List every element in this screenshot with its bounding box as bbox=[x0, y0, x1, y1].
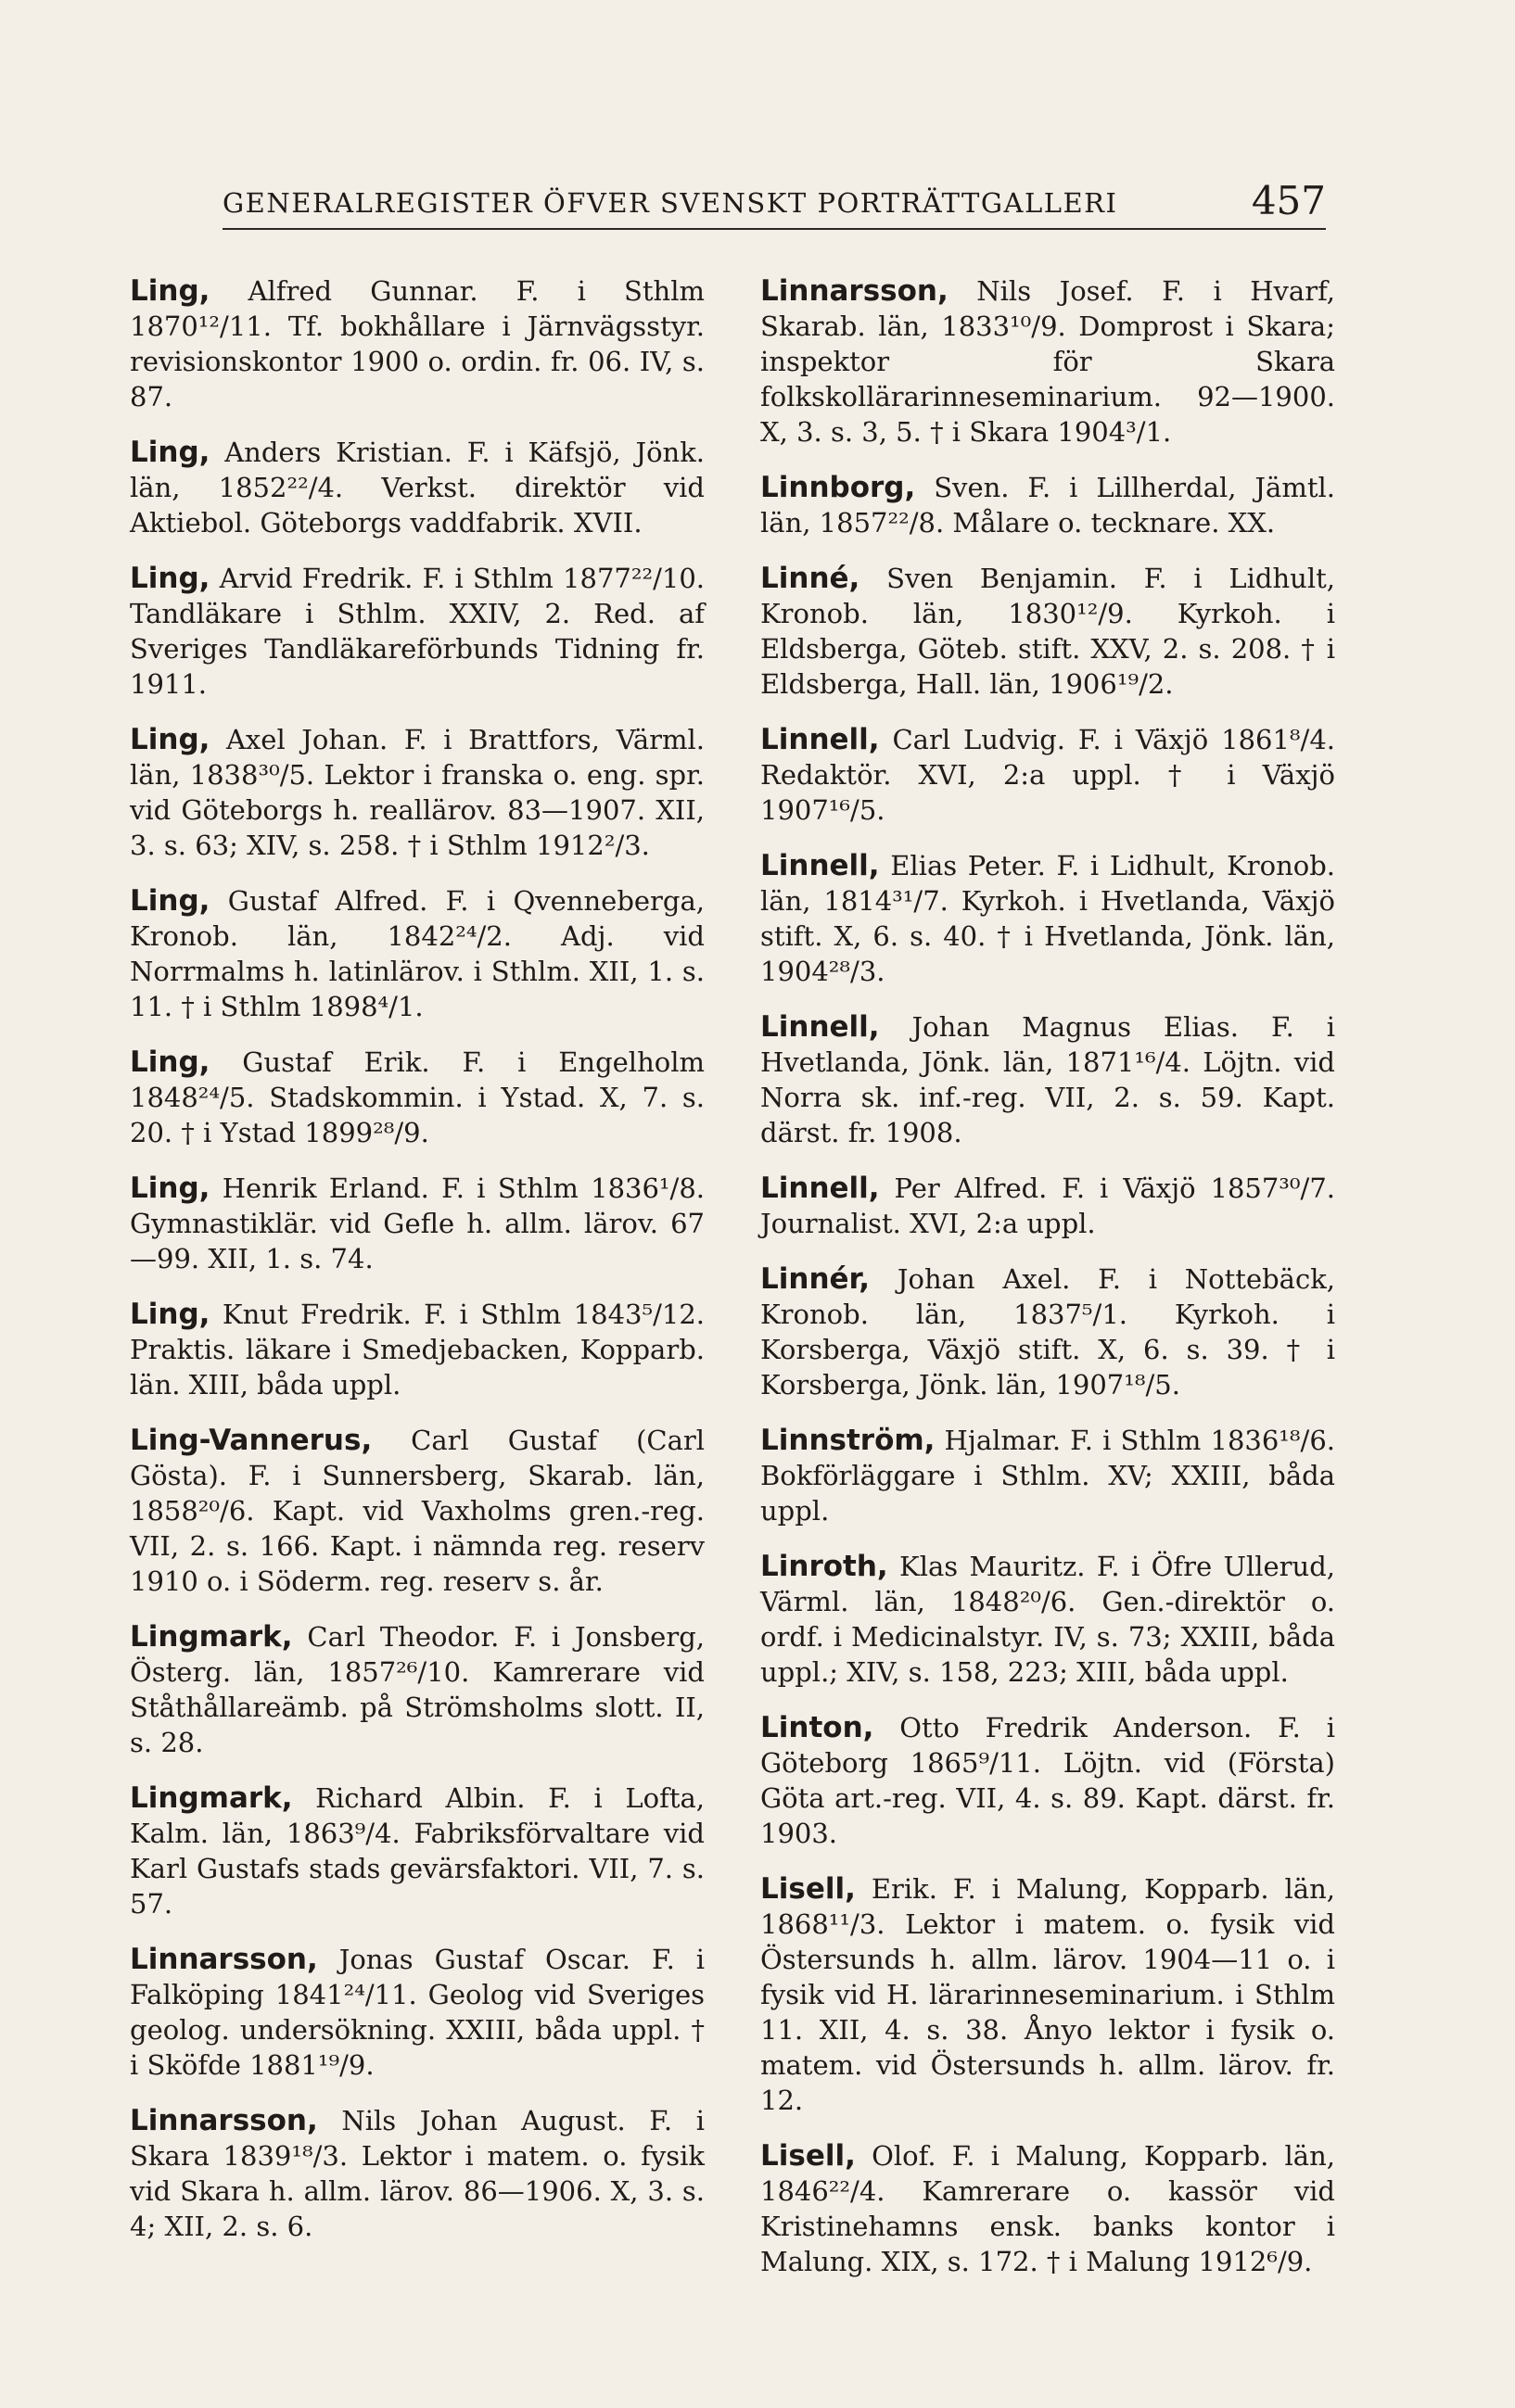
register-entry bbox=[760, 2138, 1335, 2279]
register-entry bbox=[760, 561, 1335, 702]
register-entry bbox=[760, 1009, 1335, 1150]
register-entry bbox=[130, 561, 705, 702]
entry-text: Anders Kristian. F. i Käfsjö, Jönk. län, 1852²²/4. Verkst. direktör vid Aktiebol. Göteborgs vaddfabrik. XVII. bbox=[130, 437, 705, 539]
register-entry bbox=[130, 2103, 705, 2244]
register-entry bbox=[130, 883, 705, 1024]
entry-text: Per Alfred. F. i Växjö 1857³⁰/7. Journalist. XVI, 2:a uppl. bbox=[760, 1172, 1335, 1239]
register-entry bbox=[130, 1297, 705, 1402]
entry-surname: Ling, bbox=[130, 436, 210, 469]
entry-text: Jonas Gustaf Oscar. F. i Falköping 1841²⁴/11. Geolog vid Sveriges geolog. undersökning. XXIII, båda uppl. † i Sköfde 1881¹⁹/9. bbox=[130, 1944, 705, 2081]
entry-surname: Lingmark, bbox=[130, 1781, 293, 1815]
entry-surname: Ling, bbox=[130, 562, 210, 595]
register-entry bbox=[760, 722, 1335, 828]
register-entry bbox=[760, 470, 1335, 540]
register-entry bbox=[130, 722, 705, 863]
entry-surname: Linnér, bbox=[760, 1262, 871, 1296]
entry-surname: Linnarsson, bbox=[130, 2104, 318, 2137]
entry-text: Carl Gustaf (Carl Gösta). F. i Sunnersberg, Skarab. län, 1858²⁰/6. Kapt. vid Vaxholms gren.-reg. VII, 2. s. 166. Kapt. i nämnda reg. reserv 1910 o. i Söderm. reg. reserv s. år. bbox=[130, 1425, 705, 1597]
left-column bbox=[130, 273, 705, 2264]
entry-surname: Linton, bbox=[760, 1711, 874, 1744]
entry-surname: Linnborg, bbox=[760, 471, 916, 504]
entry-text: Knut Fredrik. F. i Sthlm 1843⁵/12. Praktis. läkare i Smedjebacken, Kopparb. län. XIII, båda uppl. bbox=[130, 1299, 705, 1400]
entry-text: Hjalmar. F. i Sthlm 1836¹⁸/6. Bokförläggare i Sthlm. XV; XXIII, båda uppl. bbox=[760, 1425, 1335, 1527]
register-entry bbox=[760, 273, 1335, 450]
entry-surname: Ling, bbox=[130, 723, 210, 756]
entry-text: Sven. F. i Lillherdal, Jämtl. län, 1857²²/8. Målare o. tecknare. XX. bbox=[760, 472, 1335, 539]
register-entry bbox=[760, 1710, 1335, 1851]
entry-surname: Lingmark, bbox=[130, 1620, 293, 1654]
entry-surname: Linnarsson, bbox=[130, 1943, 318, 1976]
register-entry bbox=[130, 1942, 705, 2083]
right-column bbox=[760, 273, 1335, 2300]
entry-surname: Ling, bbox=[130, 1172, 210, 1205]
register-entry bbox=[130, 1045, 705, 1150]
entry-surname: Linnell, bbox=[760, 1172, 880, 1205]
entry-text: Nils Josef. F. i Hvarf, Skarab. län, 1833¹⁰/9. Domprost i Skara; inspektor för Skara folkskollärarinneseminarium. 92—1900. X, 3. s. 3, 5. † i Skara 1904³/1. bbox=[760, 275, 1335, 448]
entry-text: Alfred Gunnar. F. i Sthlm 1870¹²/11. Tf. bokhållare i Järnvägsstyr. revisionskontor 1900 o. ordin. fr. 06. IV, s. 87. bbox=[130, 275, 705, 412]
entry-text: Gustaf Alfred. F. i Qvenneberga, Kronob. län, 1842²⁴/2. Adj. vid Norrmalms h. latinlärov. i Sthlm. XII, 1. s. 11. † i Sthlm 1898⁴/1. bbox=[130, 885, 705, 1022]
register-entry bbox=[760, 1171, 1335, 1241]
entry-text: Richard Albin. F. i Lofta, Kalm. län, 1863⁹/4. Fabriksförvaltare vid Karl Gustafs stads gevärsfaktori. VII, 7. s. 57. bbox=[130, 1782, 705, 1920]
register-entry bbox=[130, 1619, 705, 1760]
register-entry bbox=[760, 1549, 1335, 1690]
entry-text: Carl Ludvig. F. i Växjö 1861⁸/4. Redaktör. XVI, 2:a uppl. † i Växjö 1907¹⁶/5. bbox=[760, 724, 1335, 826]
entry-surname: Linnarsson, bbox=[760, 274, 948, 308]
entry-text: Klas Mauritz. F. i Öfre Ullerud, Värml. län, 1848²⁰/6. Gen.-direktör o. ordf. i Medicinalstyr. IV, s. 73; XXIII, båda uppl.; XIV, s. 158, 223; XIII, båda uppl. bbox=[760, 1551, 1335, 1688]
entry-surname: Ling, bbox=[130, 274, 210, 308]
entry-text: Arvid Fredrik. F. i Sthlm 1877²²/10. Tandläkare i Sthlm. XXIV, 2. Red. af Sveriges Tandläkareförbunds Tidning fr. 1911. bbox=[130, 563, 705, 700]
entry-surname: Ling, bbox=[130, 1298, 210, 1331]
register-entry bbox=[130, 435, 705, 540]
register-entry bbox=[130, 1781, 705, 1921]
entry-surname: Ling, bbox=[130, 1046, 210, 1079]
entry-text: Nils Johan August. F. i Skara 1839¹⁸/3. Lektor i matem. o. fysik vid Skara h. allm. lärov. 86—1906. X, 3. s. 4; XII, 2. s. 6. bbox=[130, 2105, 705, 2242]
entry-text: Sven Benjamin. F. i Lidhult, Kronob. län, 1830¹²/9. Kyrkoh. i Eldsberga, Göteb. stift. XXV, 2. s. 208. † i Eldsberga, Hall. län, 1906¹⁹/2. bbox=[760, 563, 1335, 700]
register-entry bbox=[130, 1423, 705, 1599]
entry-surname: Linné, bbox=[760, 562, 860, 595]
entry-surname: Lisell, bbox=[760, 1872, 856, 1906]
register-entry bbox=[760, 1261, 1335, 1402]
entry-text: Carl Theodor. F. i Jonsberg, Österg. län, 1857²⁶/10. Kamrerare vid Ståthållareämb. på Strömsholms slott. II, s. 28. bbox=[130, 1621, 705, 1758]
entry-surname: Ling, bbox=[130, 884, 210, 918]
entry-text: Olof. F. i Malung, Kopparb. län, 1846²²/4. Kamrerare o. kassör vid Kristinehamns ensk. banks kontor i Malung. XIX, s. 172. † i Malung 1912⁶/9. bbox=[760, 2140, 1335, 2277]
entry-text: Otto Fredrik Anderson. F. i Göteborg 1865⁹/11. Löjtn. vid (Första) Göta art.-reg. VII, 4. s. 89. Kapt. därst. fr. 1903. bbox=[760, 1712, 1335, 1849]
register-entry bbox=[130, 1171, 705, 1276]
entry-surname: Linnström, bbox=[760, 1424, 936, 1457]
page-number: 457 bbox=[1251, 178, 1326, 223]
entry-text: Axel Johan. F. i Brattfors, Värml. län, 1838³⁰/5. Lektor i franska o. eng. spr. vid Göteborgs h. reallärov. 83—1907. XII, 3. s. 63; XIV, s. 258. † i Sthlm 1912²/3. bbox=[130, 724, 705, 861]
entry-surname: Lisell, bbox=[760, 2139, 856, 2173]
register-entry bbox=[760, 1423, 1335, 1528]
entry-text: Johan Magnus Elias. F. i Hvetlanda, Jönk. län, 1871¹⁶/4. Löjtn. vid Norra sk. inf.-reg. VII, 2. s. 59. Kapt. därst. fr. 1908. bbox=[760, 1011, 1335, 1148]
entry-text: Gustaf Erik. F. i Engelholm 1848²⁴/5. Stadskommin. i Ystad. X, 7. s. 20. † i Ystad 1899²⁸/9. bbox=[130, 1046, 705, 1148]
running-header bbox=[223, 178, 1326, 230]
entry-surname: Linnell, bbox=[760, 849, 880, 882]
entry-text: Johan Axel. F. i Nottebäck, Kronob. län, 1837⁵/1. Kyrkoh. i Korsberga, Växjö stift. X, 6. s. 39. † i Korsberga, Jönk. län, 1907¹⁸/5. bbox=[760, 1263, 1335, 1400]
entry-text: Erik. F. i Malung, Kopparb. län, 1868¹¹/3. Lektor i matem. o. fysik vid Östersunds h. allm. lärov. 1904—11 o. i fysik vid H. lärarinneseminarium. i Sthlm 11. XII, 4. s. 38. Ånyo lektor i fysik o. matem. vid Östersunds h. allm. lärov. fr. 12. bbox=[760, 1873, 1335, 2116]
header-title: GENERALREGISTER ÖFVER SVENSKT PORTRÄTTGALLERI bbox=[223, 187, 1118, 219]
register-entry bbox=[760, 848, 1335, 989]
entry-surname: Linroth, bbox=[760, 1550, 888, 1583]
entry-surname: Linnell, bbox=[760, 723, 880, 756]
register-entry bbox=[130, 273, 705, 414]
entry-text: Henrik Erland. F. i Sthlm 1836¹/8. Gymnastiklär. vid Gefle h. allm. lärov. 67—99. XII, 1. s. 74. bbox=[130, 1172, 705, 1274]
entry-surname: Linnell, bbox=[760, 1010, 880, 1044]
entry-surname: Ling-Vannerus, bbox=[130, 1424, 373, 1457]
entry-text: Elias Peter. F. i Lidhult, Kronob. län, 1814³¹/7. Kyrkoh. i Hvetlanda, Växjö stift. X, 6. s. 40. † i Hvetlanda, Jönk. län, 1904²⁸/3. bbox=[760, 850, 1335, 987]
register-entry bbox=[760, 1871, 1335, 2118]
